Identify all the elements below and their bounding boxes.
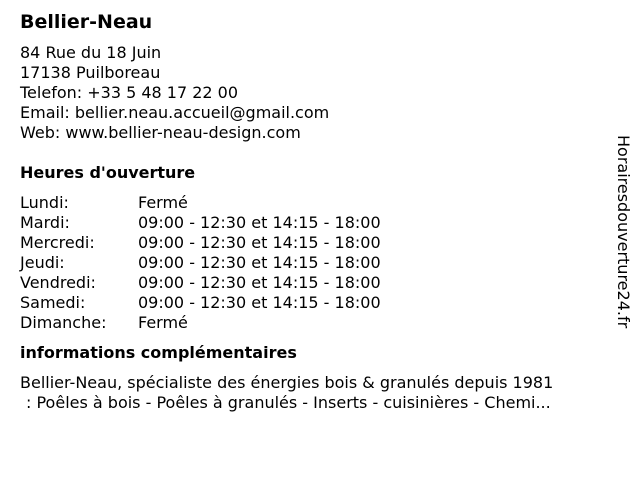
hours-row-tuesday [20, 213, 610, 233]
day-label: Samedi: [20, 293, 86, 312]
time-value: 09:00 - 12:30 et 14:15 - 18:00 [138, 213, 381, 232]
day-label: Mercredi: [20, 233, 95, 252]
address-city: 17138 Puilboreau [20, 63, 161, 82]
email-line: Email: bellier.neau.accueil@gmail.com [20, 103, 330, 122]
business-name: Bellier-Neau [20, 11, 153, 33]
day-label: Dimanche: [20, 313, 107, 332]
hours-row-friday [20, 273, 610, 293]
website-line: Web: www.bellier-neau-design.com [20, 123, 301, 142]
hours-row-saturday [20, 293, 610, 313]
additional-info-line-2 [20, 393, 610, 413]
time-value: 09:00 - 12:30 et 14:15 - 18:00 [138, 273, 381, 292]
opening-hours-title: Heures d'ouverture [20, 163, 196, 182]
phone-line: Telefon: +33 5 48 17 22 00 [20, 83, 239, 102]
additional-info-title: informations complémentaires [20, 343, 297, 362]
hours-row-sunday [20, 313, 610, 333]
address-street: 84 Rue du 18 Juin [20, 43, 162, 62]
day-label: Vendredi: [20, 273, 96, 292]
time-value: Fermé [138, 313, 188, 332]
day-label: Jeudi: [20, 253, 65, 272]
opening-hours-table [20, 193, 610, 333]
hours-row-thursday [20, 253, 610, 273]
time-value: 09:00 - 12:30 et 14:15 - 18:00 [138, 233, 381, 252]
additional-info-line-2-text: : Poêles à bois - Poêles à granulés - Inserts - cuisinières - Chemi... [26, 393, 551, 412]
time-value: 09:00 - 12:30 et 14:15 - 18:00 [138, 253, 381, 272]
time-value: Fermé [138, 193, 188, 212]
watermark-site-name: Horairesdouverture24.fr [614, 135, 633, 329]
day-label: Lundi: [20, 193, 69, 212]
time-value: 09:00 - 12:30 et 14:15 - 18:00 [138, 293, 381, 312]
additional-info-line-1: Bellier-Neau, spécialiste des énergies bois & granulés depuis 1981 [20, 373, 554, 392]
business-card [20, 9, 610, 413]
day-label: Mardi: [20, 213, 70, 232]
hours-row-wednesday [20, 233, 610, 253]
hours-row-monday [20, 193, 610, 213]
